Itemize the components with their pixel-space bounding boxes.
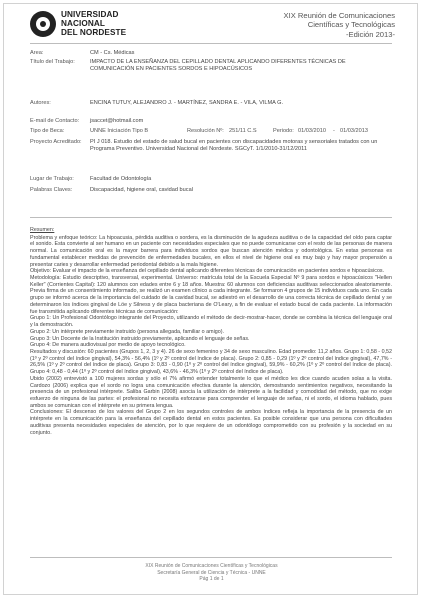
palabras-label: Palabras Claves:	[30, 187, 73, 193]
university-name	[61, 10, 126, 37]
periodo-from: 01/03/2010	[298, 128, 326, 134]
authors-value: ENCINA TUTUY, ALEJANDRO J. - MARTÍNEZ, SANDRA E. - VILA, VILMA G.	[90, 100, 284, 106]
area-value: CM - Cs. Médicas	[90, 50, 135, 56]
summary-paragraph: Ubido (2002) entrevistó a 100 mujeres sordas y sólo el 7% afirmó entender totalmente lo que el médico les dice cuando acuden solas a la visita. Cardozo (2006) explica que el sordo no logra una comunicación efectiva durante la atención, demostrando sentimientos negativos, necesitando la presencia de un profesional intérprete. Saliba Garbin (2008) asocia la utilización de intérprete a la facilidad y comodidad del método, que no exige esfuerzo de ninguna de las partes: el profesional no necesita esforzarse para comprender el lenguaje de señas, ni el sordo, el idioma hablado, pues ambos se comunican con el intérprete en su primera lengua.	[30, 375, 392, 409]
summary-paragraph: Grupo 1: Un Profesional Odontólogo integrante del Proyecto, utilizando el método de decir-mostrar-hacer, donde se combina la técnica del lenguaje oral y la demostración.	[30, 315, 392, 329]
summary-paragraph: Conclusiones: El descenso de los valores del Grupo 2 en los segundos controles de ambos índices refleja la importancia de la presencia de un intérprete en la comunicación para la enseñanza del cepillado dental en estos pacientes. Es posible considerar que una persona con dificultades auditivas presenta necesidades especiales de atención, por lo que requiere de un odontólogo comprometido con su profesión y la sociedad en su conjunto.	[30, 409, 392, 436]
event-line-2: Científicas y Tecnológicas	[307, 20, 395, 30]
logo-line-3: DEL NORDESTE	[61, 28, 127, 37]
footer-line-1: XIX Reunión de Comunicaciones Científicas y Tecnológicas	[145, 563, 278, 569]
header-divider	[30, 43, 392, 44]
event-line-3: -Edición 2013-	[346, 29, 395, 39]
summary-paragraph: Objetivo: Evaluar el impacto de la enseñanza del cepillado dental aplicando diferentes técnicas de comunicación en pacientes sordos e hipoacúsicos.	[30, 268, 385, 275]
page-footer	[0, 563, 423, 583]
beca-label: Tipo de Beca:	[30, 128, 65, 134]
summary-section	[30, 227, 392, 436]
lugar-value: Facultad de Odontología	[90, 176, 152, 182]
periodo-label: Periodo:	[273, 128, 294, 134]
summary-paragraph: Metodología: Estudio descriptivo, transversal, experimental. Universo: matrícula total de la Escuela Especial Nº 9 para sordos e hipoacúsicos "Hellen Keller" (Corrientes Capital): 120 alumnos con edades entre 6 y 18 años. Muestra: 60 alumnos con deficiencias auditivas seleccionados aleatoriamente. Previa firma de un consentimiento informado, se realizó un examen clínico a cada integrante. Se formaron 4 grupos de 15 individuos cada uno. En cada grupo se informó acerca de la importancia del cuidado de la cavidad bucal, se adiestró en el desarrollo de una correcta técnica de cepillado dental y se determinaron los índices gingival de Löe y Silness y de placa bacteriana de O'Leary, a fin de evaluar el estado bucal de cada paciente. La información fue transmitida aplicando diferentes técnicas de comunicación:	[30, 275, 392, 315]
title-label: Título del Trabajo:	[30, 59, 75, 65]
authors-label: Autores:	[30, 100, 51, 106]
proyecto-value: PI J 018. Estudio del estado de salud bucal en pacientes con discapacidades motoras y sensoriales tratados con un Programa Preventivo. Universidad Nacional del Nordeste. SGCyT. 1/1/2010-31/12/2011	[90, 139, 378, 153]
email-value: jsaccet@hotmail.com	[90, 118, 144, 124]
event-title	[284, 11, 395, 39]
logo-line-2: NACIONAL	[61, 19, 106, 28]
lugar-label: Lugar de Trabajo:	[30, 176, 74, 182]
summary-paragraph: Resultados y discusión: 60 pacientes (Grupos 1, 2, 3 y 4). 26 de sexo femenino y 34 de sexo masculino. Edad promedio: 11,2 años. Grupo 1: 0,58 - 0,52 (1º y 2º control del índice gingival), 54,3% - 56,4% (1º y 2º control del índice de placa). Grupo 2: 0,85 - 0,29 (1º y 2º control del índice gingival), 47,7% - 26,5% (1º y 2º control del índice de placa). Grupo 3: 0,83 - 0,90 (1º y 2º control del índice gingival), 59,9% - 60,2% (1º y 2º control del índice de placa). Grupo 4: 0,48 - 0,44 (1º y 2º control del índice gingival), 43,6% - 46,3% (1º y 2º control del índice de placa).	[30, 348, 392, 376]
footer-divider	[30, 557, 392, 558]
logo-line-1: UNIVERSIDAD	[61, 10, 119, 19]
periodo-to: 01/03/2013	[340, 128, 368, 134]
university-logo	[30, 10, 126, 37]
event-line-1: XIX Reunión de Comunicaciones	[283, 11, 395, 20]
beca-value: UNNE Iniciación Tipo B	[90, 128, 149, 134]
proyecto-label: Proyecto Acreditado:	[30, 139, 82, 145]
area-label: Area:	[30, 50, 44, 56]
summary-heading: Resumen:	[30, 227, 55, 233]
summary-divider	[30, 217, 392, 218]
footer-line-3: Pág 1 de 1	[199, 576, 224, 582]
summary-paragraph: Grupo 3: Un Docente de la Institución instruido previamente, aplicando el lenguaje de señas.	[30, 335, 250, 342]
email-label: E-mail de Contacto:	[30, 118, 80, 124]
resolucion-value: 251/11 C.S	[229, 128, 257, 134]
summary-paragraph: Problema y enfoque teórico: La hipoacusia, pérdida auditiva o sordera, es la disminución de la agudeza auditiva o de la capacidad del oído para captar el sonido. Esta convierte al ser humano en un paciente con necesidades especiales que no puede comunicarse con el resto de las personas de manera normal. La comunicación oral es la mayor barrera para individuos sordos que buscan atención médica y odontológica. En estas personas es fundamental establecer medidas de prevención de enfermedades bucales, en ellos el nivel de higiene oral es muy bajo y hay mayor propensión a presentar caries y desarrollar enfermedad periodontal debido a la mala higiene.	[30, 234, 392, 268]
university-seal-icon	[30, 11, 56, 37]
summary-paragraph: Grupo 2: Un intérprete previamente instruido (persona allegada, familiar o amigo).	[30, 328, 224, 335]
periodo-separator: -	[333, 128, 335, 134]
footer-line-2: Secretaría General de Ciencia y Técnica - UNNE	[157, 569, 266, 576]
palabras-value: Discapacidad, higiene oral, cavidad bucal	[90, 187, 193, 193]
resolucion-label: Resolución Nº:	[187, 128, 224, 134]
title-value: IMPACTO DE LA ENSEÑANZA DEL CEPILLADO DENTAL APLICANDO DIFERENTES TÉCNICAS DE COMUNICACIÓN EN PACIENTES SORDOS E HIPOACÚSICOS	[90, 59, 346, 73]
summary-paragraph: Grupo 4: De manera audiovisual por medio de apoyo tecnológico.	[30, 342, 186, 349]
